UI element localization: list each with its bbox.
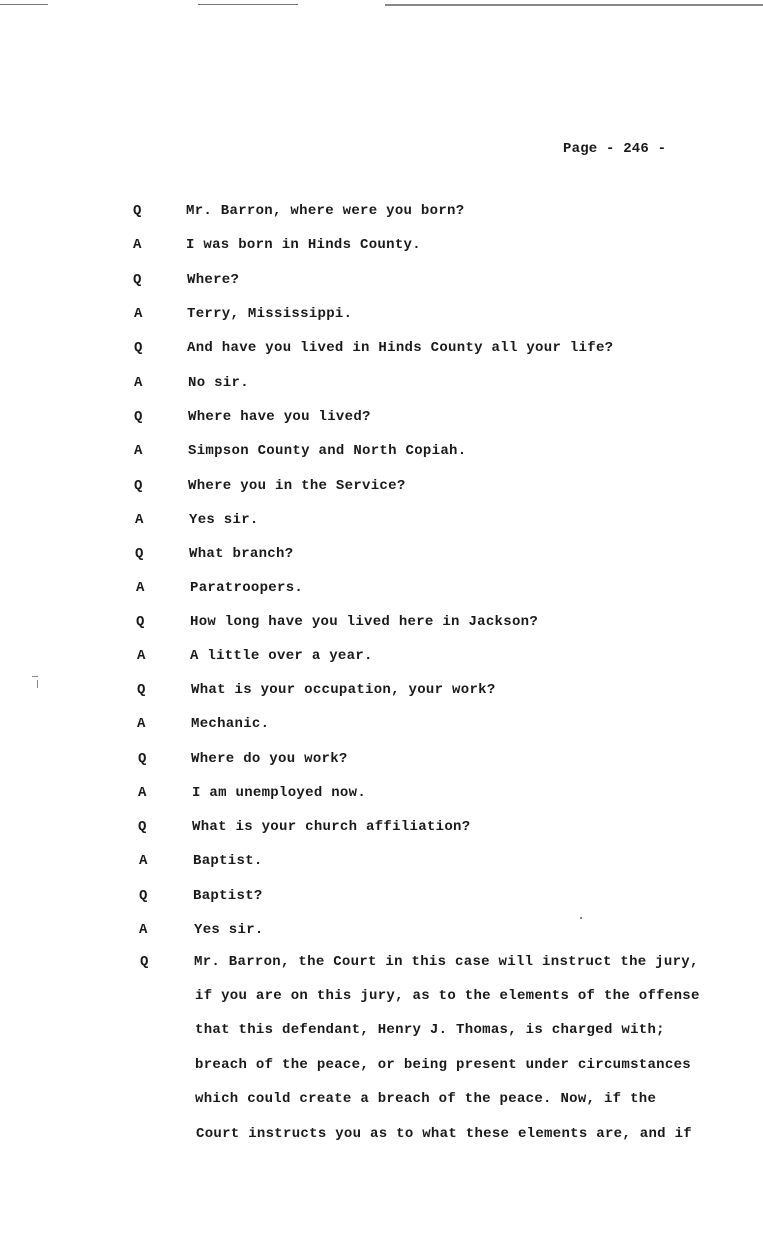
speaker-label: Q — [136, 614, 145, 630]
speaker-label: Q — [139, 888, 148, 904]
speaker-label: Q — [135, 546, 144, 562]
line-text: Mechanic. — [191, 716, 270, 732]
line-text: Yes sir. — [189, 512, 259, 528]
line-text: Paratroopers. — [190, 580, 304, 596]
line-text: breach of the peace, or being present under circumstances — [195, 1057, 691, 1073]
line-text: Simpson County and North Copiah. — [188, 443, 467, 459]
speaker-label: A — [139, 922, 148, 938]
speaker-label: Q — [138, 751, 147, 767]
line-text: I was born in Hinds County. — [186, 237, 421, 253]
line-text: Mr. Barron, where were you born? — [186, 203, 465, 219]
speaker-label: Q — [138, 819, 147, 835]
page-number: Page - 246 - — [563, 141, 667, 157]
line-text: which could create a breach of the peace. Now, if the — [195, 1091, 657, 1107]
line-text: Baptist? — [193, 888, 263, 904]
speaker-label: A — [139, 853, 148, 869]
line-text: that this defendant, Henry J. Thomas, is charged with; — [195, 1022, 665, 1038]
speaker-label: Q — [137, 682, 146, 698]
speaker-label: A — [134, 306, 143, 322]
line-text: How long have you lived here in Jackson? — [190, 614, 539, 630]
line-text: What branch? — [189, 546, 294, 562]
line-text: Where have you lived? — [188, 409, 371, 425]
top-scan-rule — [0, 4, 48, 5]
line-text: Yes sir. — [194, 922, 264, 938]
speaker-label: Q — [134, 478, 143, 494]
speaker-label: A — [136, 580, 145, 596]
top-scan-rule — [198, 4, 298, 5]
line-text: And have you lived in Hinds County all your life? — [187, 340, 614, 356]
speaker-label: Q — [134, 409, 143, 425]
speaker-label: A — [135, 512, 144, 528]
line-text: Mr. Barron, the Court in this case will instruct the jury, — [194, 954, 699, 970]
speaker-label: Q — [133, 203, 142, 219]
scan-speck — [37, 680, 38, 688]
speaker-label: Q — [134, 340, 143, 356]
speaker-label: A — [138, 785, 147, 801]
speaker-label: A — [137, 716, 146, 732]
line-text: What is your occupation, your work? — [191, 682, 496, 698]
scan-speck — [580, 917, 582, 919]
line-text: Where you in the Service? — [188, 478, 406, 494]
line-text: A little over a year. — [190, 648, 373, 664]
line-text: if you are on this jury, as to the elements of the offense — [195, 988, 700, 1004]
speaker-label: A — [137, 648, 146, 664]
top-scan-rule — [385, 4, 763, 6]
speaker-label: A — [134, 375, 143, 391]
line-text: What is your church affiliation? — [192, 819, 471, 835]
speaker-label: Q — [133, 272, 142, 288]
line-text: Where? — [187, 272, 240, 288]
speaker-label: A — [133, 237, 142, 253]
speaker-label: A — [134, 443, 143, 459]
line-text: I am unemployed now. — [192, 785, 367, 801]
line-text: Baptist. — [193, 853, 263, 869]
line-text: Terry, Mississippi. — [187, 306, 353, 322]
speaker-label: Q — [140, 954, 149, 970]
line-text: No sir. — [188, 375, 249, 391]
scan-speck — [32, 676, 38, 677]
line-text: Court instructs you as to what these elements are, and if — [196, 1126, 692, 1142]
line-text: Where do you work? — [191, 751, 348, 767]
